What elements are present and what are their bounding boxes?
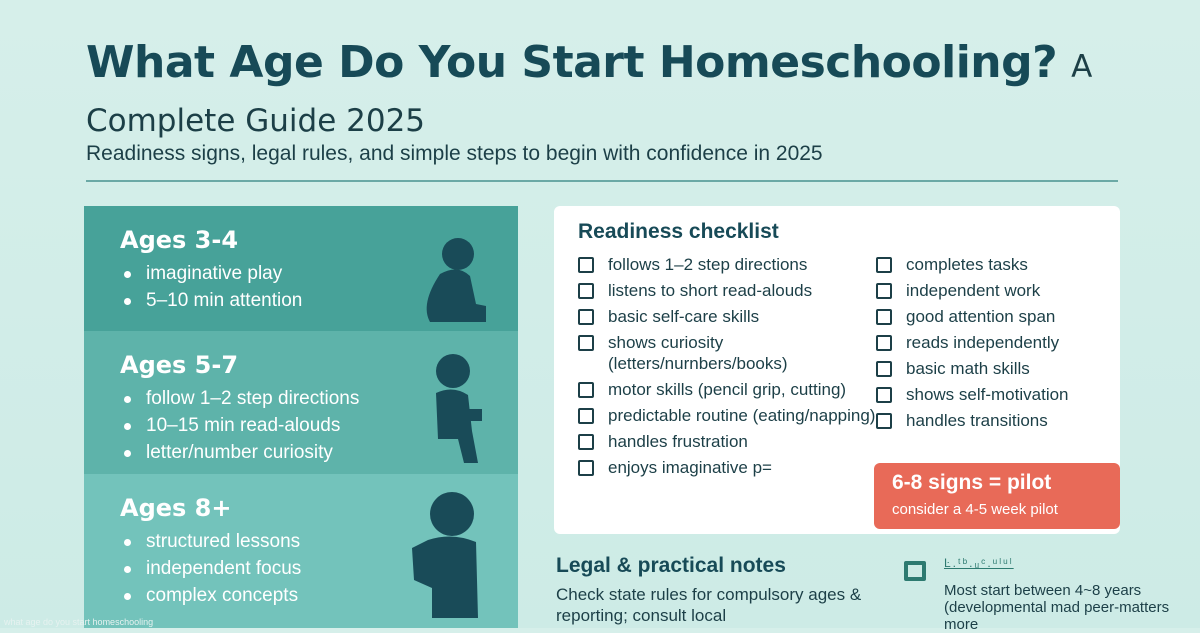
age-point: independent focus: [120, 555, 482, 582]
checklist-item[interactable]: [578, 254, 878, 275]
checklist-item-label: listens to short read-alouds: [608, 281, 813, 300]
checklist-item-label: basic self-care skills: [608, 307, 760, 326]
checklist-item[interactable]: [876, 358, 1116, 379]
checklist-item-label: handles transitions: [906, 411, 1048, 430]
checklist-title: Readiness checklist: [578, 220, 779, 243]
checklist-item[interactable]: [578, 332, 878, 374]
checkbox[interactable]: [578, 283, 594, 299]
checkbox[interactable]: [876, 335, 892, 351]
checklist-item-label: good attention span: [906, 307, 1056, 326]
checklist-item[interactable]: [876, 280, 1116, 301]
checkbox[interactable]: [578, 382, 594, 398]
checklist-item[interactable]: [876, 332, 1116, 353]
checklist-item[interactable]: [578, 306, 878, 327]
age-label: Ages 5-7: [120, 351, 239, 379]
checklist-item[interactable]: [876, 254, 1116, 275]
checklist-item-label: independent work: [906, 281, 1041, 300]
checkbox[interactable]: [876, 413, 892, 429]
checklist-item-label: basic math skills: [906, 359, 1030, 378]
legal-text: Check state rules for compulsory ages & reporting; consult local: [556, 585, 862, 625]
age-band-3-4: [84, 206, 518, 331]
checkbox[interactable]: [578, 434, 594, 450]
checklist-item[interactable]: [876, 410, 1116, 431]
checklist-item[interactable]: [578, 405, 878, 426]
checkbox[interactable]: [578, 408, 594, 424]
checkbox[interactable]: [876, 361, 892, 377]
checklist-item-label: shows curiosity (letters/nurnbers/books): [608, 333, 788, 373]
age-bands: [84, 206, 518, 628]
note-heading: Ŀ.ᵗᵇ.ᵤᶜ.ᵘˡᵘˡ: [944, 556, 1014, 570]
age-label: Ages 3-4: [120, 226, 239, 254]
checkbox[interactable]: [578, 460, 594, 476]
checklist-item-label: follows 1–2 step directions: [608, 255, 808, 274]
checklist-item[interactable]: [876, 384, 1116, 405]
checklist-item-label: motor skills (pencil grip, cutting): [608, 380, 847, 399]
child-reading-silhouette-icon: [418, 351, 488, 466]
age-point: structured lessons: [120, 528, 482, 555]
age-band-5-7: [84, 331, 518, 474]
age-point: complex concepts: [120, 582, 482, 609]
age-label: Ages 8+: [120, 494, 232, 522]
age-band-8-plus: [84, 474, 518, 628]
checklist-item[interactable]: [578, 457, 878, 478]
note-text: Most start between 4~8 years (developmental mad peer-matters more: [944, 582, 1170, 633]
age-point: 5–10 min attention: [120, 287, 482, 314]
note-checkbox[interactable]: [904, 561, 926, 581]
age-point: letter/number curiosity: [120, 439, 482, 466]
checkbox[interactable]: [876, 283, 892, 299]
checklist-item-label: reads independently: [906, 333, 1060, 352]
checklist-item[interactable]: [578, 280, 878, 301]
pilot-callout: [874, 463, 1120, 529]
pilot-headline: 6-8 signs = pilot: [892, 471, 1052, 494]
page-subtitle: A Complete Guide 2025: [86, 49, 1093, 139]
tagline: Readiness signs, legal rules, and simple steps to begin with confidence in 2025: [86, 142, 823, 165]
checklist-item[interactable]: [876, 306, 1116, 327]
pilot-detail: consider a 4-5 week pilot: [892, 501, 1058, 518]
checklist-item[interactable]: [578, 379, 878, 400]
checkbox[interactable]: [578, 309, 594, 325]
checkbox[interactable]: [876, 387, 892, 403]
checklist-item-label: predictable routine (eating/napping): [608, 406, 876, 425]
toddler-silhouette-icon: [418, 234, 488, 324]
divider: [86, 180, 1118, 182]
checkbox[interactable]: [876, 257, 892, 273]
age-point: 10–15 min read-alouds: [120, 412, 482, 439]
age-point: imaginative play: [120, 260, 482, 287]
checkbox[interactable]: [578, 257, 594, 273]
checkbox[interactable]: [876, 309, 892, 325]
age-point: follow 1–2 step directions: [120, 385, 482, 412]
student-silhouette-icon: [408, 488, 488, 628]
checklist-item-label: handles frustration: [608, 432, 748, 451]
checklist-item[interactable]: [578, 431, 878, 452]
checklist-item-label: completes tasks: [906, 255, 1028, 274]
legal-title: Legal & practical notes: [556, 554, 786, 577]
checkbox[interactable]: [578, 335, 594, 351]
page-title: What Age Do You Start Homeschooling? A Complete Guide 2025: [86, 37, 1093, 139]
checklist-item-label: enjoys imaginative p=: [608, 458, 772, 477]
watermark: what age do you start homeschooling: [4, 617, 154, 627]
checklist-item-label: shows self-motivation: [906, 385, 1069, 404]
